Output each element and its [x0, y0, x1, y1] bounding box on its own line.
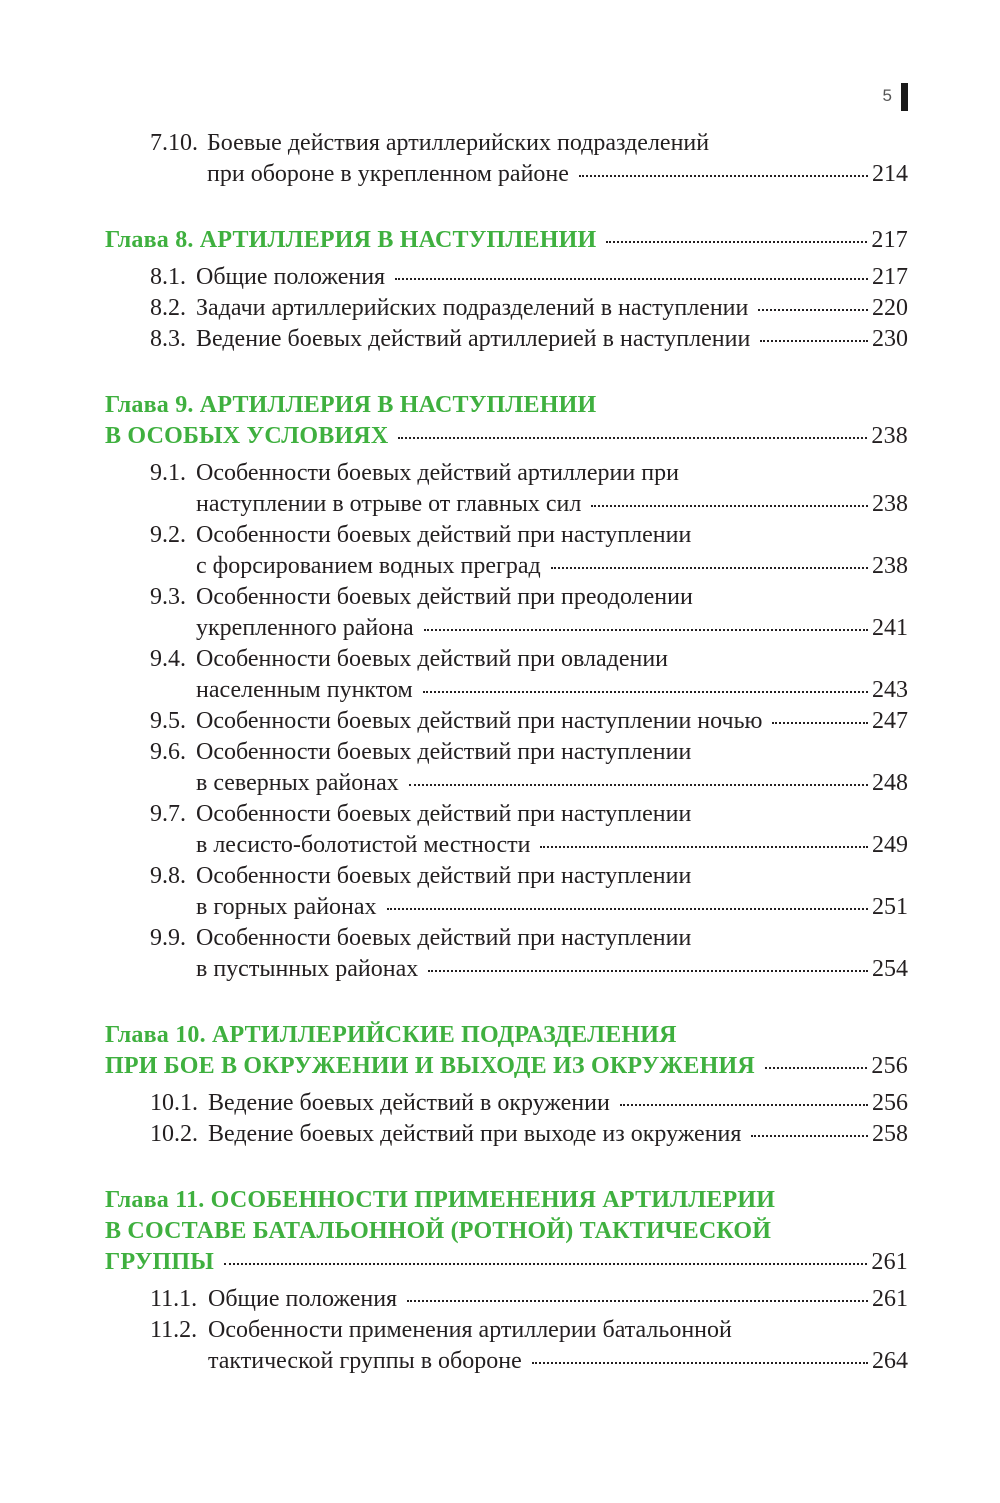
toc-entry-number: 9.3.	[150, 584, 186, 610]
toc-entry-title: Особенности боевых действий при наступлении	[196, 801, 692, 827]
leader-dots	[765, 1067, 867, 1069]
toc-entry-title: Особенности боевых действий при наступлении	[196, 522, 692, 548]
toc-entry-title: Ведение боевых действий при выходе из окружения	[208, 1121, 742, 1147]
toc-entry-9-7	[0, 799, 1000, 861]
toc-entry-number: 11.2.	[150, 1317, 198, 1343]
toc-entry-10-2	[0, 1119, 1000, 1150]
toc-page-number: 214	[872, 161, 908, 187]
chapter-heading-cont: В СОСТАВЕ БАТАЛЬОННОЙ (РОТНОЙ) ТАКТИЧЕСКОЙ	[105, 1218, 772, 1244]
toc-entry-8-2	[0, 293, 1000, 324]
toc-entry-number: 11.1.	[150, 1286, 198, 1312]
page-marker-bar	[901, 83, 908, 111]
toc-page-number: 217	[872, 264, 908, 290]
leader-dots	[395, 278, 868, 280]
leader-dots	[387, 908, 868, 910]
toc-entry-number: 9.5.	[150, 708, 186, 734]
leader-dots	[423, 691, 868, 693]
toc-entry-number: 9.2.	[150, 522, 186, 548]
chapter-heading-cont: ПРИ БОЕ В ОКРУЖЕНИИ И ВЫХОДЕ ИЗ ОКРУЖЕНИЯ	[105, 1053, 755, 1079]
leader-dots	[751, 1135, 868, 1137]
toc-entry-number: 9.7.	[150, 801, 186, 827]
toc-entry-7-10	[0, 128, 1000, 190]
toc-chapter-11	[0, 1185, 1000, 1278]
toc-entry-9-9	[0, 923, 1000, 985]
toc-entry-title: Особенности боевых действий при наступлении	[196, 863, 692, 889]
toc-chapter-8	[0, 225, 1000, 256]
leader-dots	[532, 1362, 868, 1364]
toc-entry-title: Особенности боевых действий при овладении	[196, 646, 669, 672]
toc-entry-title: Общие положения	[208, 1286, 398, 1312]
toc-entry-9-4	[0, 644, 1000, 706]
chapter-heading: Глава 9. АРТИЛЛЕРИЯ В НАСТУПЛЕНИИ	[105, 392, 597, 418]
page-number: 5	[882, 86, 892, 105]
toc-page-number: 258	[872, 1121, 908, 1147]
toc-entry-title: Особенности применения артиллерии батальонной	[208, 1317, 732, 1343]
leader-dots	[591, 505, 868, 507]
toc-entry-title: Общие положения	[196, 264, 386, 290]
toc-entry-9-6	[0, 737, 1000, 799]
leader-dots	[551, 567, 868, 569]
toc-entry-title: Ведение боевых действий артиллерией в наступлении	[196, 326, 751, 352]
toc-entry-title: Особенности боевых действий при наступлении ночью	[196, 708, 763, 734]
toc-page-number: 251	[872, 894, 908, 920]
toc-entry-11-2	[0, 1315, 1000, 1377]
chapter-heading: Глава 10. АРТИЛЛЕРИЙСКИЕ ПОДРАЗДЕЛЕНИЯ	[105, 1022, 677, 1048]
toc-page-number: 238	[872, 553, 908, 579]
toc-entry-title: Особенности боевых действий артиллерии при	[196, 460, 679, 486]
leader-dots	[424, 629, 868, 631]
toc-chapter-10	[0, 1020, 1000, 1082]
toc-entry-number: 8.2.	[150, 295, 186, 321]
toc-page-number: 261	[872, 1286, 908, 1312]
leader-dots	[760, 340, 868, 342]
toc-entry-number: 10.2.	[150, 1121, 198, 1147]
chapter-heading: Глава 11. ОСОБЕННОСТИ ПРИМЕНЕНИЯ АРТИЛЛЕРИИ	[105, 1187, 776, 1213]
toc-entry-9-5	[0, 706, 1000, 737]
toc-entry-9-3	[0, 582, 1000, 644]
leader-dots	[428, 970, 868, 972]
toc-page-number: 261	[871, 1249, 908, 1275]
chapter-heading-cont: В ОСОБЫХ УСЛОВИЯХ	[105, 423, 389, 449]
leader-dots	[620, 1104, 868, 1106]
toc-entry-number: 8.1.	[150, 264, 186, 290]
toc-entry-title: Ведение боевых действий в окружении	[208, 1090, 610, 1116]
toc-page-number: 238	[872, 491, 908, 517]
leader-dots	[606, 241, 867, 243]
toc-page-number: 264	[872, 1348, 908, 1374]
toc-page-number: 220	[872, 295, 908, 321]
leader-dots	[758, 309, 868, 311]
toc-entry-11-1	[0, 1284, 1000, 1315]
toc-entry-title-cont: в северных районах	[196, 770, 399, 796]
chapter-heading-cont: ГРУППЫ	[105, 1249, 215, 1275]
toc-entry-number: 9.1.	[150, 460, 186, 486]
leader-dots	[409, 784, 868, 786]
chapter-heading: Глава 8. АРТИЛЛЕРИЯ В НАСТУПЛЕНИИ	[105, 227, 597, 253]
toc-page-number: 247	[872, 708, 908, 734]
toc-entry-number: 9.8.	[150, 863, 186, 889]
toc-page-number: 241	[872, 615, 908, 641]
toc-page-number: 249	[872, 832, 908, 858]
toc-entry-9-8	[0, 861, 1000, 923]
toc-entry-title-cont: наступлении в отрыве от главных сил	[196, 491, 582, 517]
toc-chapter-9	[0, 390, 1000, 452]
toc-entry-10-1	[0, 1088, 1000, 1119]
toc-entry-title: Боевые действия артиллерийских подразделений	[207, 130, 710, 156]
toc-entry-title-cont: с форсированием водных преград	[196, 553, 541, 579]
toc-entry-8-1	[0, 262, 1000, 293]
toc-entry-number: 9.9.	[150, 925, 186, 951]
toc-entry-number: 7.10.	[150, 130, 198, 156]
toc-entry-number: 9.4.	[150, 646, 186, 672]
toc-entry-title: Особенности боевых действий при наступлении	[196, 925, 692, 951]
toc-entry-title-cont: в пустынных районах	[196, 956, 419, 982]
toc-page-number: 256	[871, 1053, 908, 1079]
toc-entry-9-1	[0, 458, 1000, 520]
toc-entry-title-cont: населенным пунктом	[196, 677, 413, 703]
toc-page-number: 254	[872, 956, 908, 982]
leader-dots	[407, 1300, 868, 1302]
toc-page-number: 238	[871, 423, 908, 449]
toc-entry-number: 9.6.	[150, 739, 186, 765]
leader-dots	[398, 437, 867, 439]
leader-dots	[224, 1263, 867, 1265]
toc-page-number: 248	[872, 770, 908, 796]
toc-entry-title: Особенности боевых действий при преодолении	[196, 584, 693, 610]
toc-page-number: 230	[872, 326, 908, 352]
toc-page-number: 243	[872, 677, 908, 703]
toc-page-number: 217	[871, 227, 908, 253]
toc-entry-title-cont: в лесисто-болотистой местности	[196, 832, 531, 858]
toc-entry-title: Задачи артиллерийских подразделений в наступлении	[196, 295, 749, 321]
toc-entry-number: 8.3.	[150, 326, 186, 352]
toc-entry-title-cont: укрепленного района	[196, 615, 414, 641]
toc-entry-number: 10.1.	[150, 1090, 198, 1116]
toc-entry-8-3	[0, 324, 1000, 355]
toc-page-number: 256	[872, 1090, 908, 1116]
toc-entry-title-cont: тактической группы в обороне	[208, 1348, 522, 1374]
toc-entry-title-cont: при обороне в укрепленном районе	[207, 161, 569, 187]
leader-dots	[772, 722, 868, 724]
leader-dots	[579, 175, 868, 177]
leader-dots	[540, 846, 868, 848]
toc-entry-9-2	[0, 520, 1000, 582]
toc-entry-title: Особенности боевых действий при наступлении	[196, 739, 692, 765]
table-of-contents	[0, 128, 1000, 1377]
toc-entry-title-cont: в горных районах	[196, 894, 377, 920]
